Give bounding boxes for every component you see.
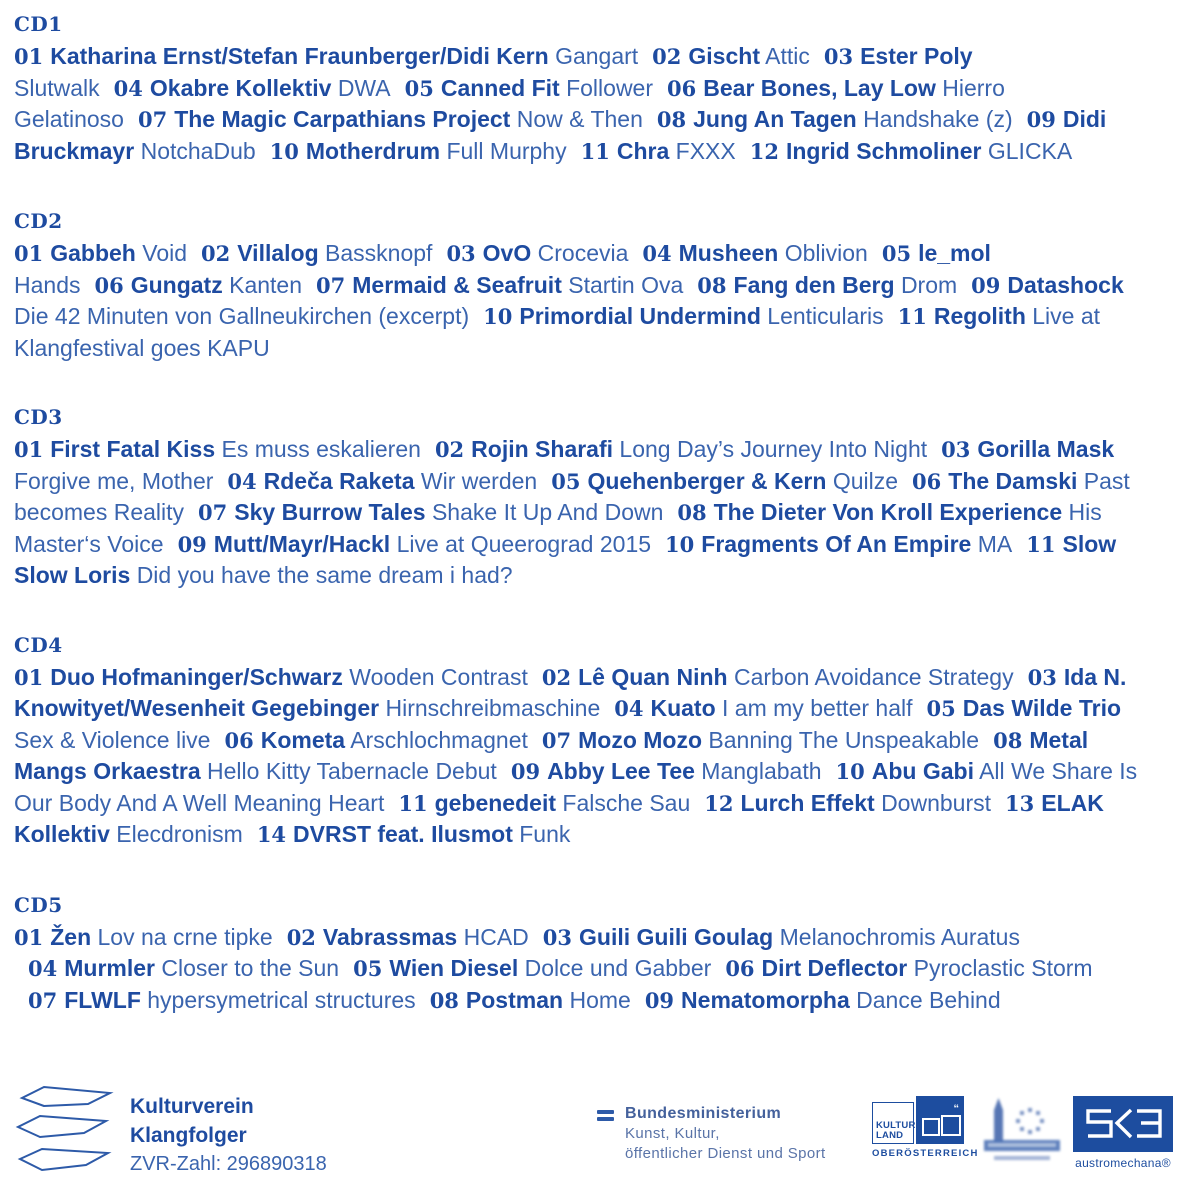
track-number: 02 <box>541 664 572 690</box>
track-title: Wir werden <box>420 467 538 494</box>
track-title: Hands <box>14 271 81 298</box>
track-artist: Jung An Tagen <box>693 106 857 132</box>
kulturland-wordmark <box>872 1102 914 1144</box>
track-artist: The Dieter Von Kroll Experience <box>713 499 1063 525</box>
disc-section <box>14 893 1164 1017</box>
austrian-flag-icon <box>597 1110 614 1121</box>
track-number: 06 <box>94 272 124 298</box>
track-artist: gebenedeit <box>434 789 556 816</box>
disc-label: CD3 <box>14 405 63 429</box>
track-artist: Dirt Deflector <box>761 955 908 981</box>
track-title: Handshake (z) <box>863 106 1013 132</box>
track-title: Lov na crne tipke <box>97 923 273 950</box>
kulturland-word1: KULTUR <box>876 1120 916 1131</box>
klangfolger-logo-icon <box>14 1085 114 1177</box>
disc-tracks <box>14 922 1164 1017</box>
track-artist: Slow Slow Loris <box>14 530 1117 588</box>
track-number: 09 <box>510 759 541 784</box>
track-number: 08 <box>993 727 1023 753</box>
track-artist: Villalog <box>237 240 319 266</box>
track-number: 04 <box>28 956 58 981</box>
track-number: 01 <box>14 437 44 462</box>
track-artist: Ester Poly <box>860 43 973 69</box>
track-title: DWA <box>337 74 391 101</box>
track-number: 01 <box>14 44 44 69</box>
track-number: 13 <box>1005 790 1035 816</box>
track-title: HCAD <box>463 923 529 950</box>
track-title: His Master‘s Voice <box>14 499 1102 557</box>
track-title: Pyroclastic Storm <box>913 955 1093 981</box>
track-title: Quilze <box>832 467 899 494</box>
track-title: Arschlochmagnet <box>350 726 528 753</box>
track-title: Crocevia <box>537 240 629 266</box>
track-artist: Duo Hofmaninger/Schwarz <box>50 663 343 690</box>
disc-tracks <box>14 434 1164 591</box>
track-title: Sex & Violence live <box>14 726 211 753</box>
track-artist: Okabre Kollektiv <box>149 74 332 101</box>
track-number: 09 <box>1026 107 1056 132</box>
track-artist: Rdeča Raketa <box>263 467 415 494</box>
track-artist: Ingrid Schmoliner <box>785 137 982 164</box>
track-artist: Motherdrum <box>305 137 441 164</box>
track-artist: Das Wilde Trio <box>962 695 1122 721</box>
track-number: 04 <box>614 696 644 721</box>
track-artist: Fang den Berg <box>733 271 895 298</box>
track-artist: Nematomorpha <box>681 986 850 1013</box>
track-artist: Bear Bones, Lay Low <box>703 74 936 101</box>
track-number: 10 <box>665 531 695 557</box>
track-artist: Kometa <box>260 726 346 753</box>
track-number: 03 <box>542 924 572 950</box>
track-artist: Fragments Of An Empire <box>701 530 972 557</box>
track-title: Startin Ova <box>568 271 684 298</box>
track-number: 05 <box>926 696 956 721</box>
disc-tracks <box>14 662 1164 851</box>
track-number: 11 <box>1026 531 1056 557</box>
disc-section <box>14 405 1164 591</box>
track-artist: Guili Guili Goulag <box>579 923 774 950</box>
track-number: 10 <box>835 759 865 784</box>
track-title: Dance Behind <box>856 986 1001 1013</box>
track-artist: Mozo Mozo <box>578 726 703 753</box>
track-number: 01 <box>14 924 44 950</box>
track-artist: Regolith <box>933 303 1026 329</box>
track-artist: Rojin Sharafi <box>471 436 614 462</box>
track-number: 12 <box>704 790 734 816</box>
track-artist: Primordial Undermind <box>519 303 761 329</box>
track-number: 11 <box>580 138 610 164</box>
footer <box>0 1078 1178 1188</box>
track-title: Hierro Gelatinoso <box>14 74 1005 132</box>
track-number: 11 <box>897 304 927 329</box>
track-title: Es muss eskalieren <box>221 436 421 462</box>
track-number: 07 <box>28 987 58 1013</box>
track-title: Elecdronism <box>116 821 243 847</box>
track-number: 07 <box>137 107 168 132</box>
track-number: 04 <box>227 468 257 494</box>
ske-logo <box>1073 1096 1173 1170</box>
track-number: 06 <box>725 956 755 981</box>
track-artist: Mermaid & Seafruit <box>352 271 562 298</box>
track-artist: Postman <box>465 986 564 1013</box>
track-number: 02 <box>434 437 465 462</box>
track-title: Melanochromis Auratus <box>779 923 1020 950</box>
track-title: Live at Queerograd 2015 <box>396 530 652 557</box>
track-title: NotchaDub <box>140 137 256 164</box>
track-artist: Žen <box>50 923 92 950</box>
track-title: Slutwalk <box>14 74 100 101</box>
track-title: Drom <box>900 271 958 298</box>
track-title: Dolce und Gabber <box>524 955 712 981</box>
track-artist: The Damski <box>948 467 1078 494</box>
track-artist: FLWLF <box>64 986 141 1013</box>
ske-mark-icon <box>1073 1096 1173 1152</box>
track-title: Void <box>142 240 188 266</box>
kulturland-caption: OBERÖSTERREICH <box>872 1148 979 1159</box>
track-artist: ELAK Kollektiv <box>14 789 1104 847</box>
track-number: 01 <box>14 664 44 690</box>
disc-section <box>14 209 1164 363</box>
disc-label: CD5 <box>14 892 63 917</box>
track-title: I am my better half <box>722 695 913 721</box>
track-artist: Sky Burrow Tales <box>234 499 426 525</box>
track-number: 10 <box>483 304 513 329</box>
track-artist: Canned Fit <box>440 74 560 101</box>
track-artist: Chra <box>616 137 670 164</box>
track-title: Hirnschreibmaschine <box>385 695 601 721</box>
track-number: 03 <box>823 44 854 69</box>
track-number: 07 <box>198 500 228 525</box>
track-number: 04 <box>113 75 143 101</box>
track-number: 11 <box>398 790 428 816</box>
track-title: Oblivion <box>784 240 868 266</box>
track-artist: Murmler <box>64 955 155 981</box>
track-artist: OvO <box>482 240 532 266</box>
track-title: Manglabath <box>701 758 822 784</box>
track-artist: Datashock <box>1007 271 1124 298</box>
track-title: hypersymetrical structures <box>147 986 416 1013</box>
track-artist: Didi Bruckmayr <box>14 106 1107 164</box>
disc-label: CD1 <box>14 12 63 36</box>
disc-section <box>14 633 1164 851</box>
disc-label: CD4 <box>14 632 63 657</box>
track-artist: The Magic Carpathians Project <box>174 106 511 132</box>
track-artist: Abu Gabi <box>871 758 974 784</box>
track-title: Bassknopf <box>325 240 433 266</box>
ministry-line3: öffentlicher Dienst und Sport <box>625 1145 826 1162</box>
track-number: 09 <box>644 987 675 1013</box>
track-number: 01 <box>14 241 44 266</box>
track-artist: Vabrassmas <box>322 923 458 950</box>
track-number: 08 <box>697 272 727 298</box>
disc-tracks <box>14 238 1164 363</box>
track-artist: Gabbeh <box>50 240 136 266</box>
ministry-line2: Kunst, Kultur, <box>625 1125 720 1142</box>
track-artist: Mutt/Mayr/Hackl <box>213 530 391 557</box>
track-artist: Ida N. Knowityet/Wesenheit Gegebinger <box>14 663 1127 721</box>
track-artist: Katharina Ernst/Stefan Fraunberger/Didi Kern <box>50 43 549 69</box>
track-artist: Metal Mangs Orkaestra <box>14 726 1089 784</box>
track-number: 02 <box>652 44 682 69</box>
track-title: Attic <box>765 43 810 69</box>
ske-caption: austromechana® <box>1075 1156 1171 1170</box>
track-number: 14 <box>256 822 287 847</box>
track-number: 09 <box>177 531 207 557</box>
track-number: 05 <box>551 468 581 494</box>
ministry-text <box>625 1104 826 1164</box>
track-number: 07 <box>541 727 572 753</box>
klangfolger-zvr: ZVR-Zahl: 296890318 <box>130 1153 327 1175</box>
track-artist: First Fatal Kiss <box>50 436 216 462</box>
track-number: 07 <box>316 272 346 298</box>
track-number: 05 <box>353 956 383 981</box>
track-artist: le_mol <box>918 240 991 266</box>
klangfolger-text <box>130 1092 327 1179</box>
disc-tracks <box>14 41 1164 167</box>
track-number: 10 <box>269 138 299 164</box>
track-number: 04 <box>642 241 672 266</box>
track-number: 03 <box>1027 664 1057 690</box>
klangfolger-line1: Kulturverein <box>130 1095 254 1118</box>
track-title: MA <box>977 530 1013 557</box>
kulturland-word2: LAND <box>876 1129 904 1141</box>
track-number: 05 <box>881 241 912 266</box>
track-number: 06 <box>912 468 942 494</box>
track-title: All We Share Is Our Body And A Well Meaning Heart <box>14 758 1138 816</box>
track-number: 08 <box>677 500 707 525</box>
track-number: 02 <box>286 924 316 950</box>
track-title: Die 42 Minuten von Gallneukirchen (excerpt) <box>14 303 470 329</box>
track-artist: Abby Lee Tee <box>547 758 695 784</box>
track-title: Live at Klangfestival goes KAPU <box>14 303 1101 361</box>
ministry-block <box>597 1104 826 1164</box>
ministry-line1: Bundesministerium <box>625 1105 782 1122</box>
track-title: Now & Then <box>516 106 643 132</box>
track-title: Kanten <box>229 271 303 298</box>
blurred-municipal-logo-icon <box>982 1096 1064 1168</box>
track-title: Forgive me, Mother <box>14 467 214 494</box>
track-title: Banning The Unspeakable <box>708 726 980 753</box>
track-title: Downburst <box>881 789 991 816</box>
track-title: Full Murphy <box>446 137 567 164</box>
track-number: 06 <box>224 727 254 753</box>
track-title: Shake It Up And Down <box>431 499 664 525</box>
disc-section <box>14 12 1164 167</box>
track-number: 03 <box>941 437 971 462</box>
track-title: Falsche Sau <box>562 789 691 816</box>
track-title: Did you have the same dream i had? <box>136 562 513 588</box>
track-artist: Lê Quan Ninh <box>578 663 728 690</box>
track-number: 08 <box>656 107 687 132</box>
track-number: 08 <box>429 987 459 1013</box>
track-number: 05 <box>404 75 434 101</box>
track-number: 02 <box>201 241 231 266</box>
track-artist: Gungatz <box>130 271 223 298</box>
track-title: Gangart <box>555 43 639 69</box>
klangfolger-line2: Klangfolger <box>130 1124 247 1147</box>
track-title: Follower <box>566 74 654 101</box>
track-title: Home <box>569 986 631 1013</box>
disc-label: CD2 <box>14 209 63 233</box>
track-artist: Musheen <box>678 240 779 266</box>
track-title: Long Day’s Journey Into Night <box>619 436 928 462</box>
track-artist: Lurch Effekt <box>740 789 875 816</box>
track-artist: Gischt <box>688 43 760 69</box>
track-title: Funk <box>519 821 571 847</box>
track-title: Closer to the Sun <box>161 955 340 981</box>
track-number: 09 <box>971 272 1001 298</box>
track-artist: Wien Diesel <box>389 955 519 981</box>
kulturland-logo <box>872 1096 979 1159</box>
track-number: 06 <box>667 75 697 101</box>
track-title: GLICKA <box>987 137 1073 164</box>
track-artist: Quehenberger & Kern <box>587 467 827 494</box>
kulturland-mark-icon: “ <box>916 1096 964 1144</box>
track-title: Carbon Avoidance Strategy <box>733 663 1014 690</box>
track-title: Wooden Contrast <box>349 663 528 690</box>
track-artist: DVRST feat. Ilusmot <box>293 821 513 847</box>
track-artist: Gorilla Mask <box>977 436 1115 462</box>
track-number: 12 <box>749 138 779 164</box>
track-number: 03 <box>446 241 476 266</box>
track-title: Hello Kitty Tabernacle Debut <box>207 758 497 784</box>
track-title: FXXX <box>675 137 736 164</box>
track-artist: Kuato <box>650 695 716 721</box>
track-title: Past becomes Reality <box>14 467 1130 525</box>
track-title: Lenticularis <box>767 303 884 329</box>
